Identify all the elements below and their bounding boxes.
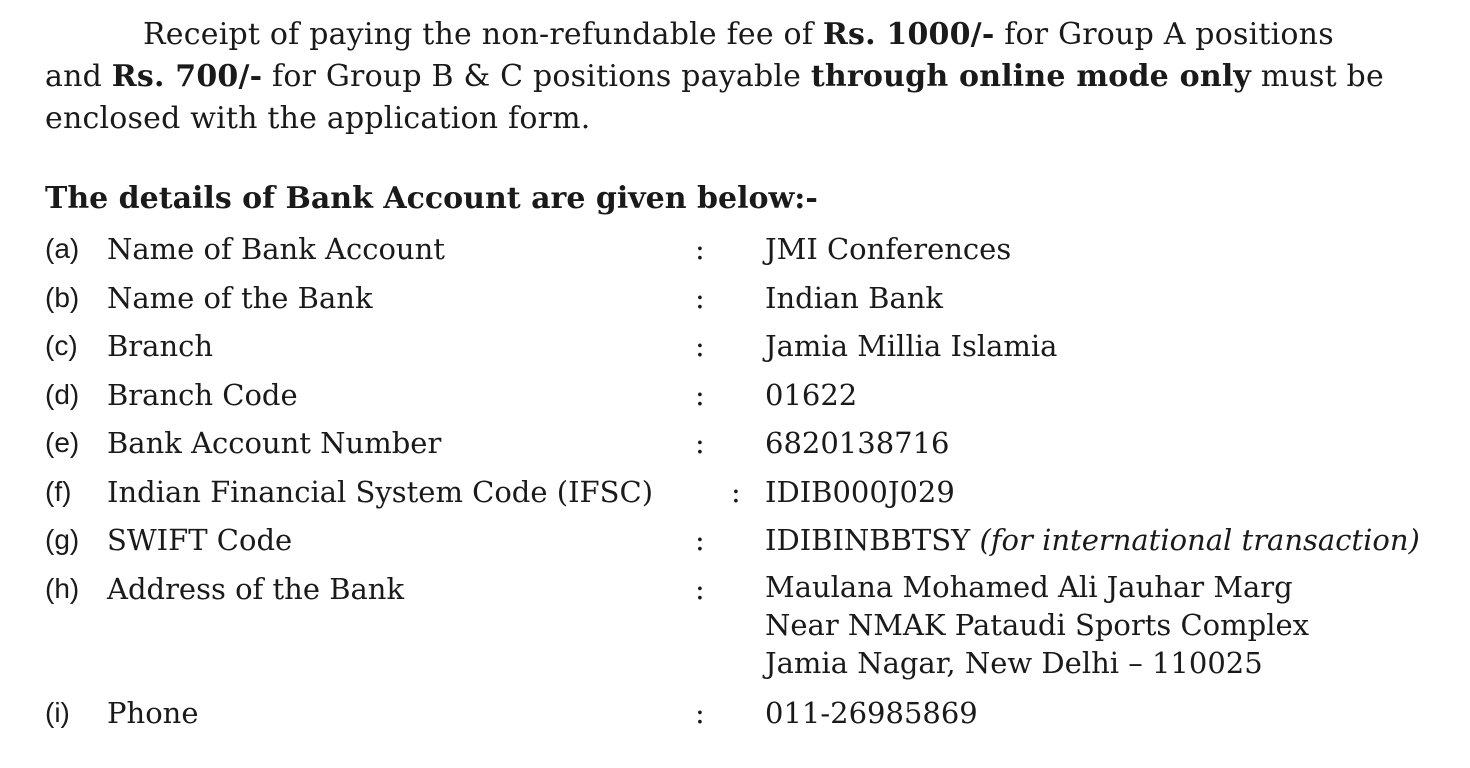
intro-text-4: must be enclosed with the application form. [45,59,1384,136]
row-separator: : [695,695,705,730]
swift-code: IDIBINBBTSY [765,523,971,557]
detail-row-swift [45,519,1455,568]
row-label: Phone [107,695,199,730]
detail-row-branch-code [45,374,1455,423]
row-label: Indian Financial System Code (IFSC) [107,474,654,509]
row-value [765,519,1420,561]
detail-row-phone [45,692,1455,741]
row-value: IDIB000J029 [765,474,955,509]
row-index: (d) [45,378,80,410]
detail-row-bank-name [45,277,1455,326]
address-value [765,568,1309,682]
row-separator: : [731,474,741,509]
bank-details-heading: The details of Bank Account are given below:- [45,181,818,216]
bank-details-list [45,228,1455,740]
address-line: Near NMAK Pataudi Sports Complex [765,607,1309,642]
fee-group-bc: Rs. 700/- [111,59,263,94]
row-separator: : [695,426,705,460]
row-separator: : [695,523,705,557]
address-line: Jamia Nagar, New Delhi – 110025 [765,645,1263,680]
row-value: Indian Bank [765,280,944,315]
row-index: (g) [45,524,80,555]
row-index: (b) [45,281,80,313]
intro-text-2: for Group A positions and [45,17,1334,94]
detail-row-ifsc [45,471,1455,520]
row-separator: : [695,377,705,412]
row-label: Branch [107,329,214,363]
row-label: Address of the Bank [107,571,405,606]
row-value: Jamia Millia Islamia [765,329,1058,363]
row-separator: : [695,280,705,315]
row-label: SWIFT Code [107,523,293,557]
row-label: Name of Bank Account [107,232,445,266]
row-label: Bank Account Number [107,426,442,460]
row-label: Branch Code [107,377,298,412]
row-value: JMI Conferences [765,232,1012,266]
row-index: (a) [45,233,80,264]
row-index: (i) [45,696,70,728]
intro-text-1: Receipt of paying the non-refundable fee of [143,17,823,52]
row-label: Name of the Bank [107,280,373,315]
detail-row-account-name [45,228,1455,277]
row-index: (h) [45,572,80,604]
intro-text-3: for Group B & C positions payable [262,59,811,94]
row-separator: : [695,571,705,606]
row-index: (f) [45,475,72,507]
fee-instructions-paragraph [45,14,1395,140]
row-separator: : [695,329,705,363]
swift-note: (for international transaction) [979,523,1420,557]
row-value: 01622 [765,377,858,412]
detail-row-branch [45,325,1455,374]
fee-group-a: Rs. 1000/- [822,17,995,52]
row-index: (e) [45,427,80,458]
row-value: 6820138716 [765,426,950,460]
detail-row-account-number [45,422,1455,471]
row-separator: : [695,232,705,266]
address-line: Maulana Mohamed Ali Jauhar Marg [765,569,1293,604]
detail-row-address [45,568,1455,692]
row-index: (c) [45,330,78,361]
payment-mode: through online mode only [810,59,1252,94]
row-value: 011-26985869 [765,695,978,730]
